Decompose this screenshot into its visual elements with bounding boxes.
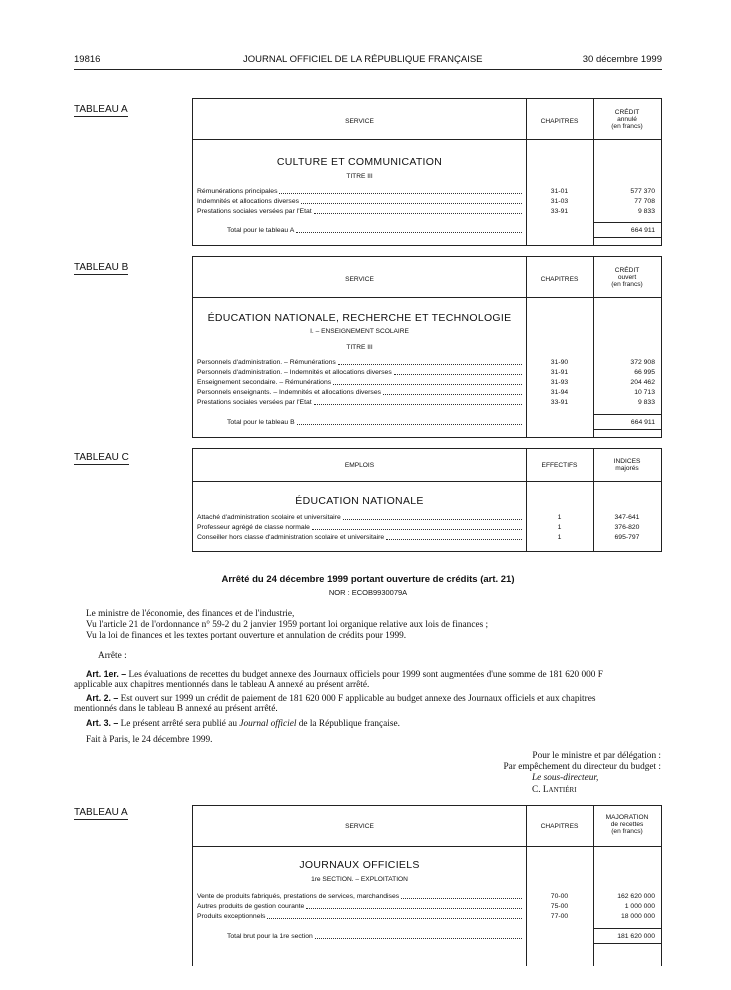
col-header-service: SERVICE	[345, 276, 374, 283]
table-row: Attaché d'administration scolaire et universitaire	[197, 513, 523, 522]
issue-date: 30 décembre 1999	[582, 54, 662, 65]
section-title: ÉDUCATION NATIONALE	[295, 495, 424, 507]
chapter-cell: 31-03	[550, 198, 569, 205]
table-row: Autres produits de gestion courante	[197, 902, 523, 911]
page-number: 19816	[74, 54, 101, 65]
chapter-cell: 31-01	[550, 188, 569, 195]
col-header-service: SERVICE	[345, 118, 374, 125]
effectif-cell: 1	[557, 524, 562, 531]
amount-cell: 162 620 000	[617, 893, 655, 900]
signature-line-1: Pour le ministre et par délégation :	[532, 751, 661, 761]
amount-cell: 18 000 000	[620, 913, 655, 920]
chapter-cell: 31-93	[550, 379, 569, 386]
chapter-cell: 33-91	[550, 399, 569, 406]
table-row: Prestations sociales versées par l'Etat	[197, 207, 523, 216]
col-header-emplois: EMPLOIS	[344, 462, 375, 469]
col-header-indices: INDICES majorés	[613, 458, 641, 472]
section-title: ÉDUCATION NATIONALE, RECHERCHE ET TECHNOLOGIE	[207, 312, 512, 324]
fait-a-paris: Fait à Paris, le 24 décembre 1999.	[86, 735, 213, 745]
chapter-cell: 75-00	[550, 903, 569, 910]
article-3: Art. 3. – Le présent arrêté sera publié au Journal officiel de la République française.	[86, 718, 400, 729]
amount-cell: 66 995	[634, 369, 655, 376]
table-education	[192, 256, 662, 438]
effectif-cell: 1	[557, 534, 562, 541]
chapter-cell: 31-91	[550, 369, 569, 376]
total-amount: 181 620 000	[617, 933, 655, 940]
amount-cell: 10 713	[634, 389, 655, 396]
header-rule	[74, 69, 662, 70]
chapter-cell: 70-00	[550, 893, 569, 900]
table-row: Prestations sociales versées par l'Etat	[197, 398, 523, 407]
chapter-cell: 31-90	[550, 359, 569, 366]
article-2: Art. 2. – Est ouvert sur 1999 un crédit de paiement de 181 620 000 F applicable au budget annexe des Journaux officiels et aux chapitres	[86, 693, 596, 704]
section-subtitle: TITRE III	[346, 344, 373, 351]
arrete-intro-2: Vu l'article 21 de l'ordonnance n° 59-2 du 2 janvier 1959 portant loi organique relative aux lois de finances ;	[86, 620, 489, 630]
table-row: Conseiller hors classe d'administration scolaire et universitaire	[197, 533, 523, 542]
table-row: Vente de produits fabriqués, prestations de services, marchandises	[197, 892, 523, 901]
amount-cell: 1 000 000	[624, 903, 655, 910]
article-2-cont: mentionnés dans le tableau B annexé au présent arrêté.	[74, 704, 278, 714]
col-header-effectifs: EFFECTIFS	[541, 462, 578, 469]
table-label-a: TABLEAU A	[74, 104, 128, 115]
article-1-cont: applicable aux chapitres mentionnés dans le tableau A annexé au présent arrêté.	[74, 680, 370, 690]
table-journaux	[192, 805, 662, 966]
table-row: Professeur agrégé de classe normale	[197, 523, 523, 532]
chapter-cell: 33-91	[550, 208, 569, 215]
section-title: JOURNAUX OFFICIELS	[299, 859, 420, 871]
col-header-credit: CRÉDIT annulé (en francs)	[611, 109, 643, 130]
section-subtitle: I. – ENSEIGNEMENT SCOLAIRE	[310, 328, 409, 335]
section-subtitle: 1re SECTION. – EXPLOITATION	[311, 876, 408, 883]
chapter-cell: 31-94	[550, 389, 569, 396]
amount-cell: 577 370	[630, 188, 655, 195]
effectif-cell: 1	[557, 514, 562, 521]
col-header-service: SERVICE	[345, 823, 374, 830]
table-row: Personnels d'administration. – Indemnités et allocations diverses	[197, 368, 523, 377]
arrete-label: Arrête :	[98, 651, 127, 661]
table-row: Enseignement secondaire. – Rémunérations	[197, 378, 523, 387]
table-row: Personnels enseignants. – Indemnités et allocations diverses	[197, 388, 523, 397]
table-row: Produits exceptionnels	[197, 912, 523, 921]
journal-title: JOURNAL OFFICIEL DE LA RÉPUBLIQUE FRANÇAISE	[243, 54, 483, 65]
total-amount: 664 911	[630, 227, 655, 234]
article-1: Art. 1er. – Les évaluations de recettes du budget annexe des Journaux officiels pour 1999 sont augmentées d'une somme de 181 620 000 F	[86, 669, 603, 680]
signature-line-2: Par empêchement du directeur du budget :	[503, 762, 661, 772]
arrete-intro-1: Le ministre de l'économie, des finances et de l'industrie,	[86, 609, 295, 619]
table-row: Personnels d'administration. – Rémunérations	[197, 358, 523, 367]
table-culture	[192, 98, 662, 246]
indice-cell: 695-797	[614, 534, 640, 541]
total-row: Total pour le tableau B	[227, 418, 523, 427]
table-emplois	[192, 448, 662, 552]
signature-name: C. Lantiéri	[532, 785, 577, 795]
col-header-chapitres: CHAPITRES	[540, 276, 579, 283]
col-header-chapitres: CHAPITRES	[540, 823, 579, 830]
col-header-chapitres: CHAPITRES	[540, 118, 579, 125]
amount-cell: 77 708	[634, 198, 655, 205]
col-header-credit: CRÉDIT ouvert (en francs)	[611, 267, 643, 288]
indice-cell: 347-641	[614, 514, 640, 521]
chapter-cell: 77-00	[550, 913, 569, 920]
amount-cell: 372 908	[630, 359, 655, 366]
amount-cell: 204 462	[630, 379, 655, 386]
col-header-majoration: MAJORATION de recettes (en francs)	[605, 814, 649, 835]
table-row: Indemnités et allocations diverses	[197, 197, 523, 206]
total-row: Total brut pour la 1re section	[227, 932, 523, 941]
amount-cell: 9 833	[637, 208, 655, 215]
total-row: Total pour le tableau A	[227, 226, 523, 235]
arrete-title: Arrêté du 24 décembre 1999 portant ouverture de crédits (art. 21)	[221, 574, 515, 585]
section-title: CULTURE ET COMMUNICATION	[276, 156, 443, 168]
signature-line-3: Le sous-directeur,	[532, 773, 599, 783]
section-subtitle: TITRE III	[346, 173, 373, 180]
nor-reference: NOR : ECOB9930079A	[328, 588, 408, 597]
table-label-a-2: TABLEAU A	[74, 807, 128, 818]
table-row: Rémunérations principales	[197, 187, 523, 196]
amount-cell: 9 833	[637, 399, 655, 406]
table-label-b: TABLEAU B	[74, 262, 129, 273]
arrete-intro-3: Vu la loi de finances et les textes portant ouverture et annulation de crédits pour 1999.	[86, 631, 407, 641]
total-amount: 664 911	[630, 419, 655, 426]
indice-cell: 376-820	[614, 524, 640, 531]
table-label-c: TABLEAU C	[74, 452, 129, 463]
